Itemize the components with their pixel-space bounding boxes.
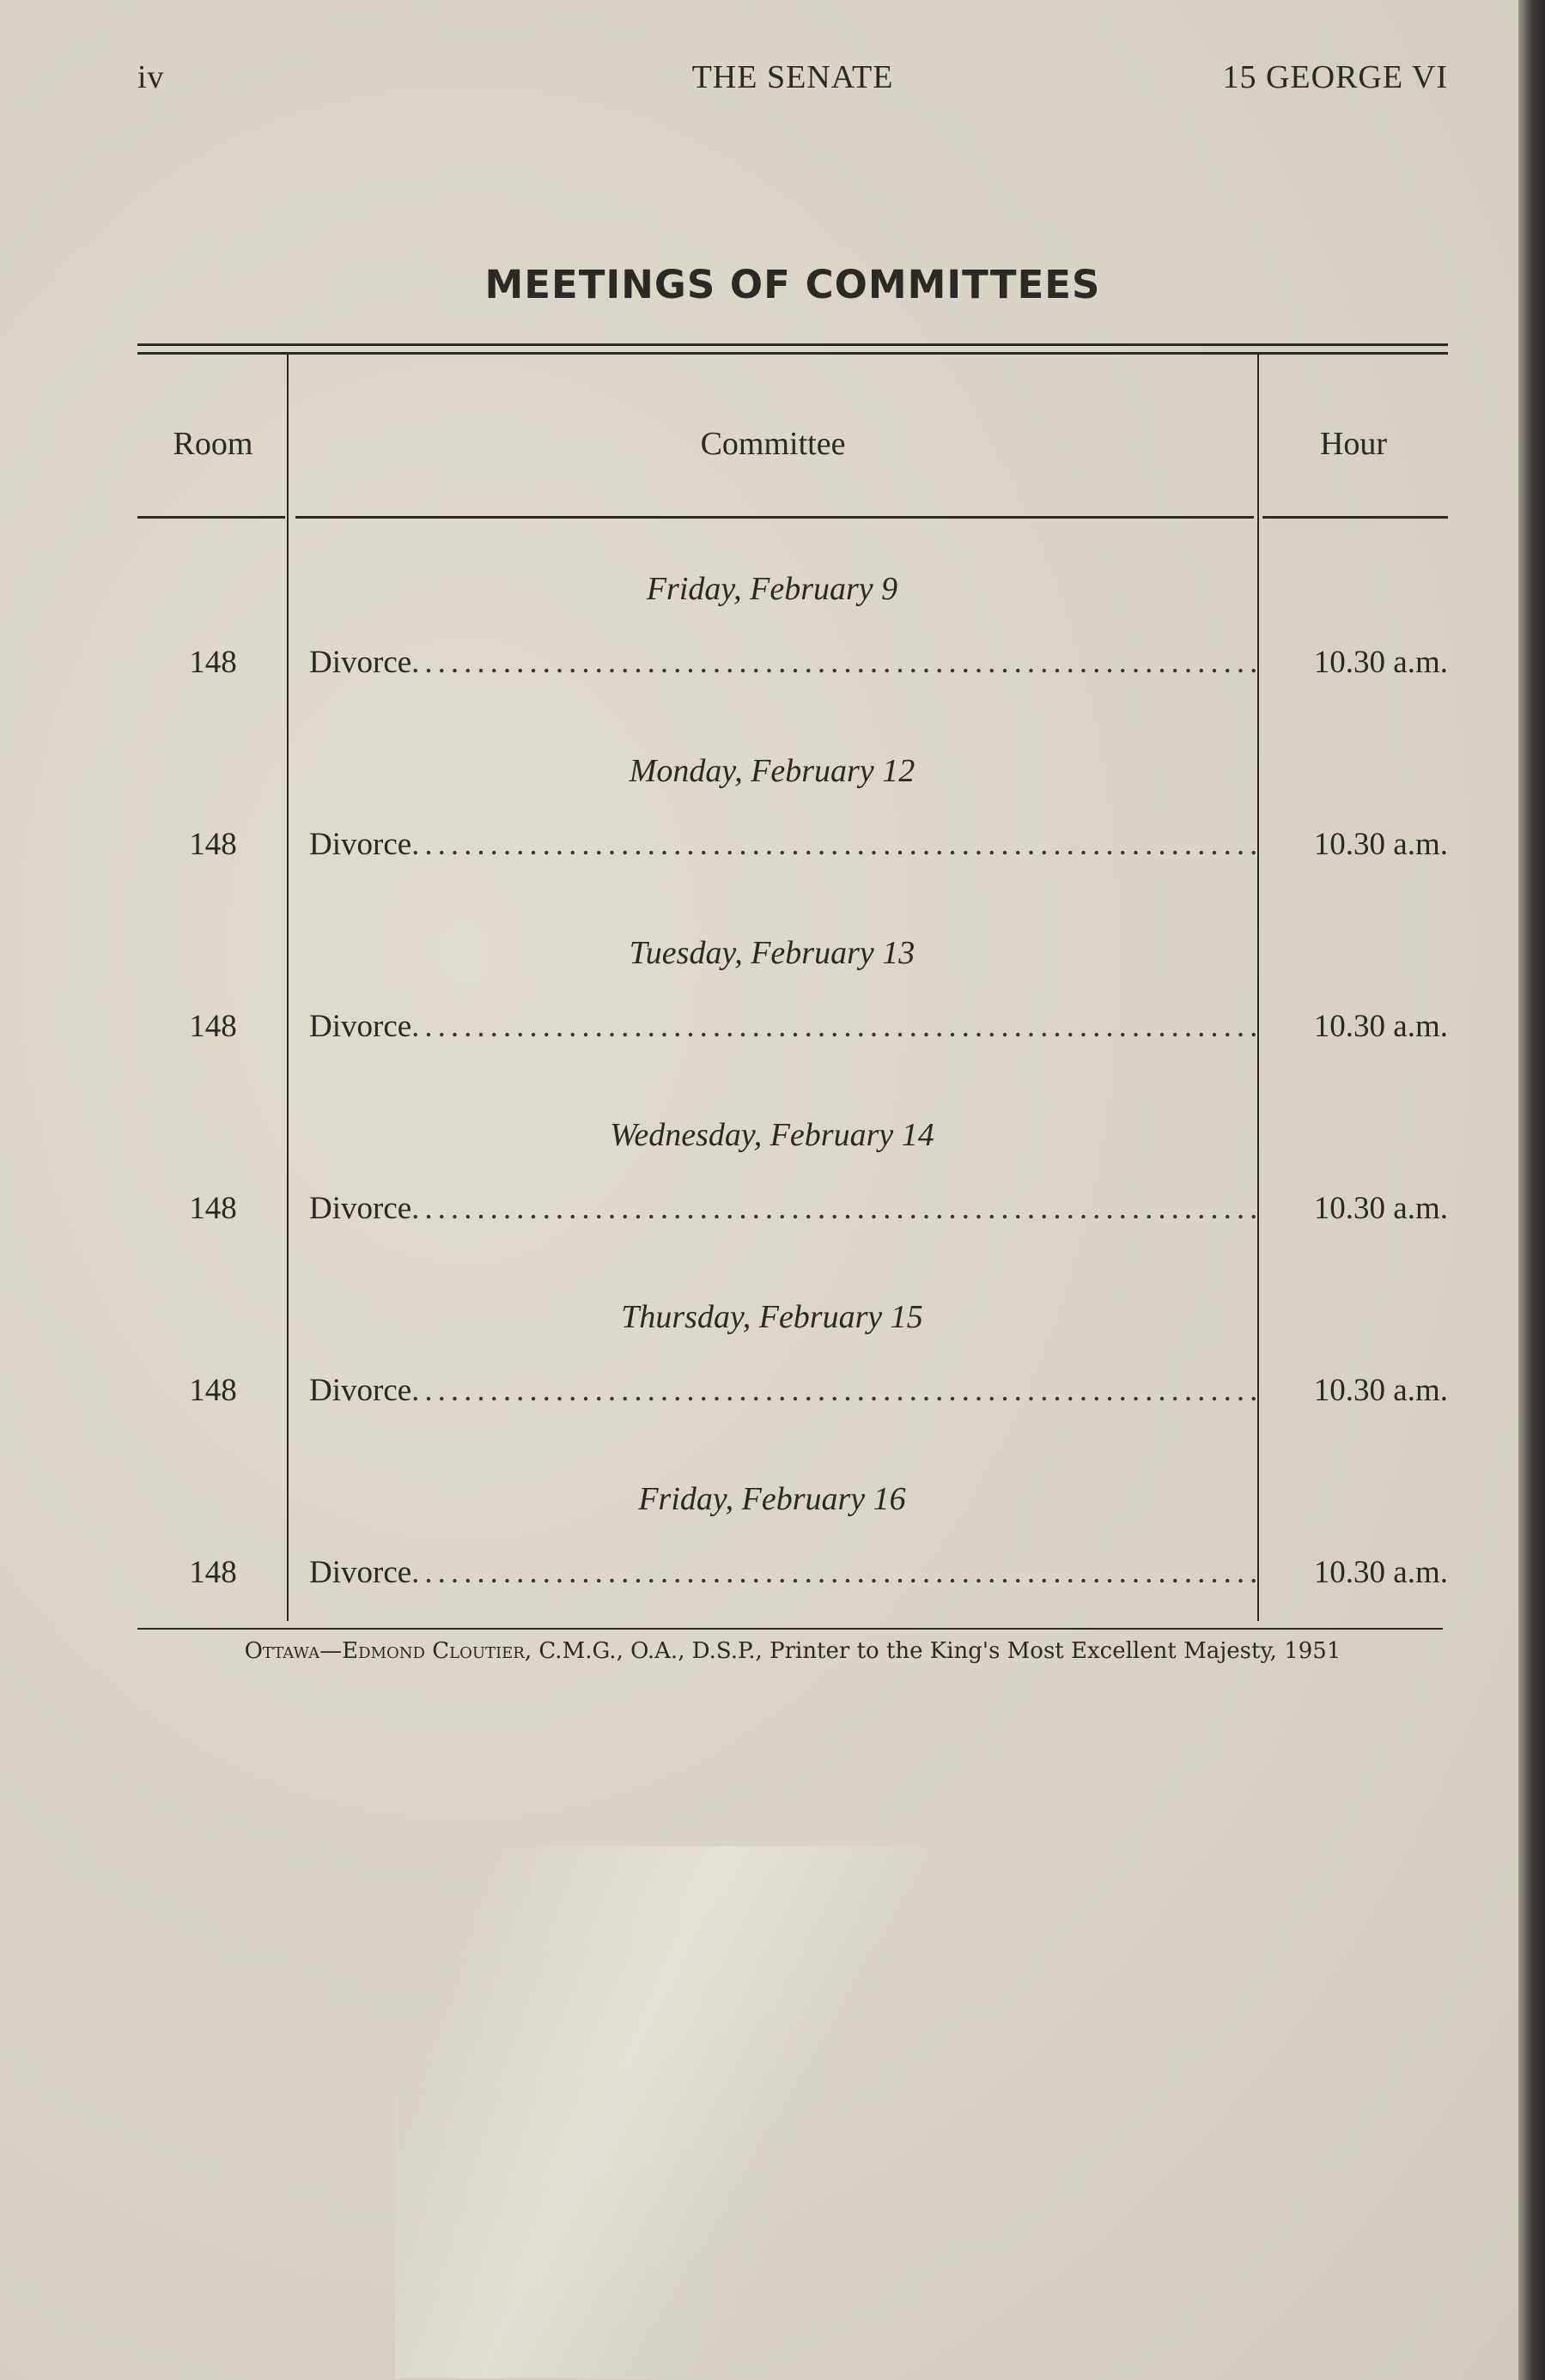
room-number: 148 — [189, 1373, 237, 1408]
committee-name: Divorce................................................................. — [309, 1555, 1263, 1590]
meeting-hour: 10.30 a.m. — [1313, 1009, 1448, 1044]
paper-fold-shading — [395, 1846, 1099, 2378]
leader-dots: ................................................................. — [411, 1555, 1263, 1590]
table-row — [137, 1190, 1448, 1228]
meeting-hour: 10.30 a.m. — [1313, 1191, 1448, 1226]
table-row — [137, 826, 1448, 864]
column-header-committee: Committee — [700, 426, 846, 462]
imprint-dash: — — [319, 1638, 343, 1664]
leader-dots: ................................................................. — [411, 827, 1263, 862]
imprint-place: Ottawa — [244, 1638, 320, 1664]
day-heading: Tuesday, February 13 — [629, 935, 915, 971]
imprint-details: , C.M.G., O.A., D.S.P., Printer to the King's Most Excellent Majesty, 1951 — [524, 1638, 1341, 1664]
meeting-hour: 10.30 a.m. — [1313, 1373, 1448, 1408]
leader-dots: ................................................................. — [411, 1373, 1263, 1408]
room-number: 148 — [189, 1555, 237, 1590]
meeting-hour: 10.30 a.m. — [1313, 645, 1448, 680]
meeting-hour: 10.30 a.m. — [1313, 827, 1448, 862]
room-number: 148 — [189, 827, 237, 862]
imprint-printer: Edmond Cloutier — [342, 1638, 525, 1664]
leader-dots: ................................................................. — [411, 1009, 1263, 1044]
room-number: 148 — [189, 645, 237, 680]
column-header-room: Room — [173, 426, 253, 462]
day-heading: Monday, February 12 — [629, 753, 915, 789]
column-rule-right — [1257, 355, 1259, 1621]
printer-imprint — [137, 1638, 1448, 1664]
header-rule-hour — [1262, 516, 1448, 519]
top-double-rule-1 — [137, 343, 1448, 346]
day-heading: Friday, February 16 — [638, 1481, 906, 1517]
imprint-rule — [137, 1628, 1443, 1630]
publication-title: THE SENATE — [691, 59, 894, 95]
leader-dots: ................................................................. — [411, 645, 1263, 680]
committee-name: Divorce................................................................. — [309, 1373, 1263, 1408]
column-rule-left — [287, 355, 289, 1621]
page-title: MEETINGS OF COMMITTEES — [484, 262, 1101, 307]
day-heading: Friday, February 9 — [646, 571, 898, 607]
day-heading: Wednesday, February 14 — [610, 1117, 934, 1153]
leader-dots: ................................................................. — [411, 1191, 1263, 1226]
top-double-rule-2 — [137, 352, 1448, 355]
table-row — [137, 1554, 1448, 1592]
header-rule-room — [137, 516, 285, 519]
committee-name: Divorce................................................................. — [309, 827, 1263, 862]
day-heading: Thursday, February 15 — [621, 1299, 923, 1335]
session-label: 15 GEORGE VI — [1222, 59, 1448, 95]
table-row — [137, 1008, 1448, 1046]
room-number: 148 — [189, 1009, 237, 1044]
page-number: iv — [137, 59, 165, 95]
page-edge — [1518, 0, 1545, 2380]
meeting-hour: 10.30 a.m. — [1313, 1555, 1448, 1590]
committee-name: Divorce................................................................. — [309, 1009, 1263, 1044]
header-rule-committee — [295, 516, 1254, 519]
column-header-hour: Hour — [1319, 426, 1388, 462]
table-row — [137, 1372, 1448, 1410]
table-row — [137, 644, 1448, 682]
room-number: 148 — [189, 1191, 237, 1226]
running-head — [137, 58, 1448, 96]
committee-name: Divorce................................................................. — [309, 1191, 1263, 1226]
committee-name: Divorce................................................................. — [309, 645, 1263, 680]
